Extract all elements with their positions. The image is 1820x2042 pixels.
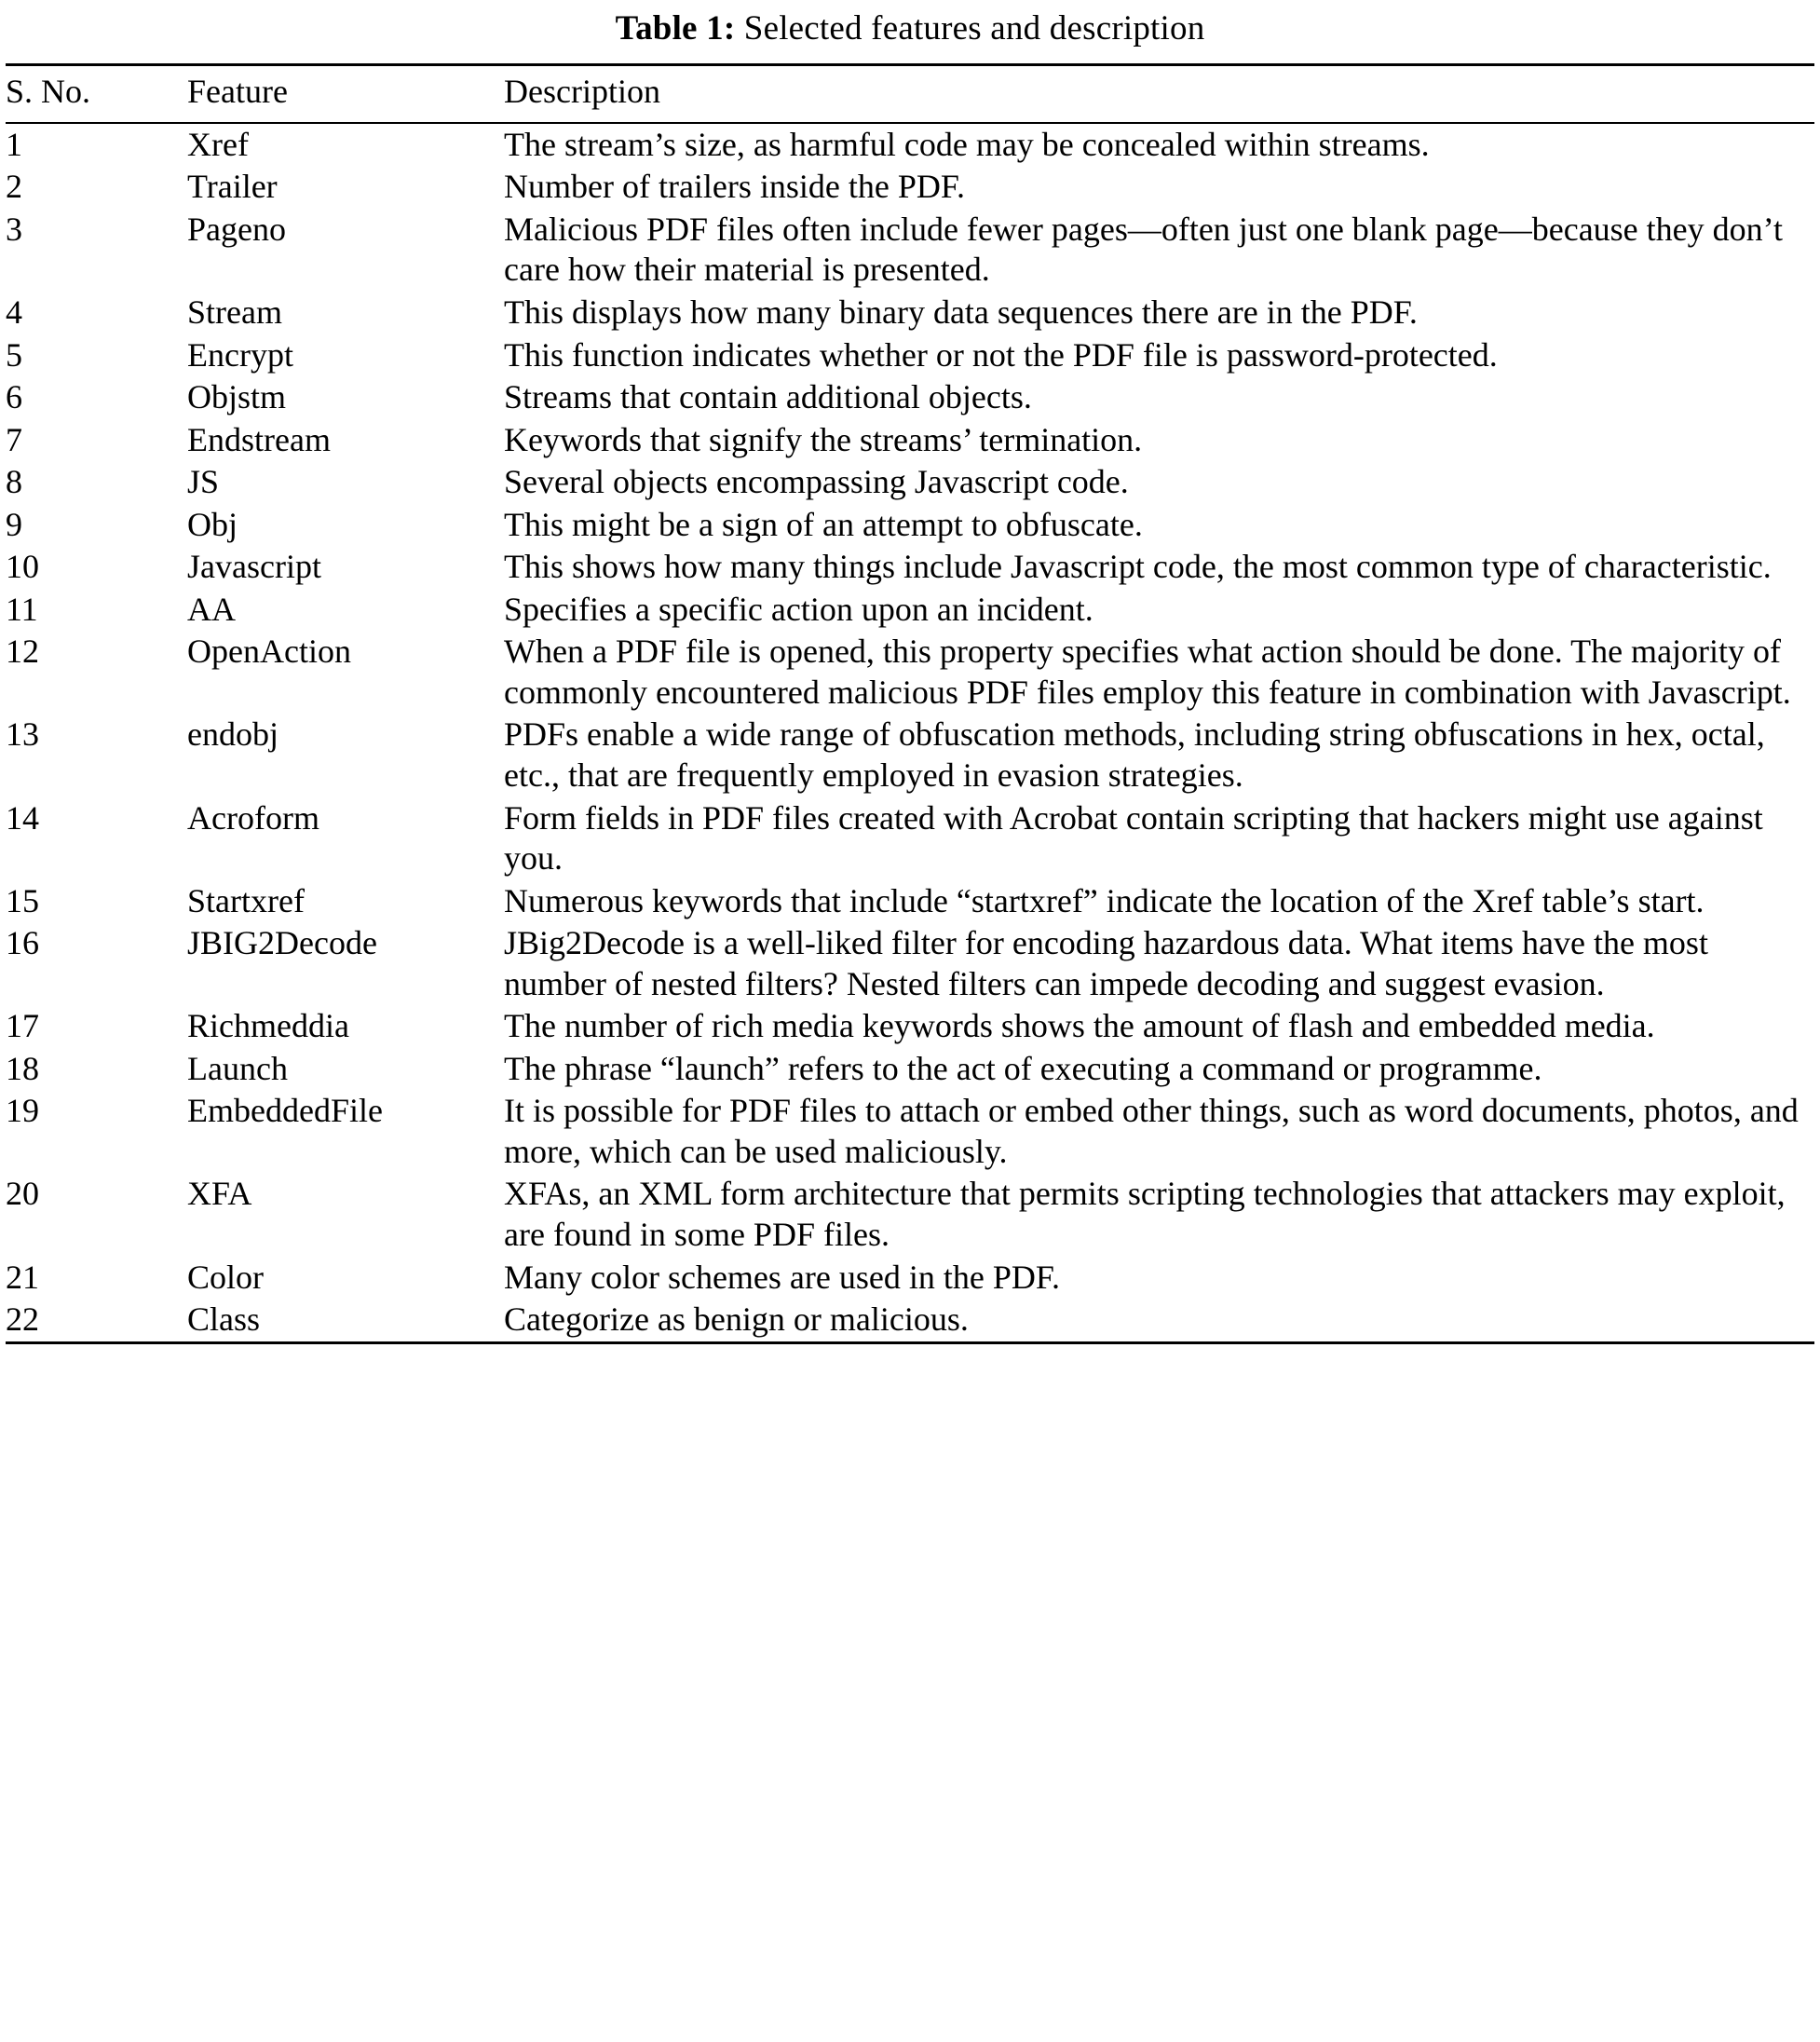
- cell-description: It is possible for PDF files to attach or embed other things, such as word documents, photos, and more, which can be used maliciously.: [504, 1092, 1799, 1170]
- cell-sno: 10: [6, 548, 39, 586]
- cell-feature: Color: [187, 1258, 265, 1296]
- cell-description: The phrase “launch” refers to the act of executing a command or programme.: [504, 1049, 1542, 1087]
- table-row: [6, 546, 1814, 589]
- cell-sno: 16: [6, 924, 39, 962]
- cell-sno: 6: [6, 378, 22, 416]
- table-row: [6, 797, 1814, 880]
- cell-feature: XFA: [187, 1175, 252, 1213]
- cell-sno: 4: [6, 293, 22, 331]
- cell-description: Streams that contain additional objects.: [504, 378, 1032, 416]
- table-row: [6, 376, 1814, 419]
- cell-description: JBig2Decode is a well-liked filter for encoding hazardous data. What items have the most number of nested filters? Nested filters can impede decoding and suggest evasion.: [504, 924, 1708, 1002]
- table-row: [6, 880, 1814, 923]
- cell-sno: 13: [6, 715, 39, 754]
- cell-sno: 17: [6, 1007, 39, 1045]
- cell-description: XFAs, an XML form architecture that permits scripting technologies that attackers may exploit, are found in some PDF files.: [504, 1175, 1786, 1254]
- table-row: [6, 922, 1814, 1005]
- cell-sno: 20: [6, 1175, 39, 1213]
- cell-description: PDFs enable a wide range of obfuscation methods, including string obfuscations in hex, octal, etc., that are frequently employed in evasion strategies.: [504, 715, 1765, 794]
- cell-description: This might be a sign of an attempt to obfuscate.: [504, 505, 1143, 543]
- cell-feature: EmbeddedFile: [187, 1092, 383, 1130]
- cell-sno: 11: [6, 590, 38, 628]
- table-row: [6, 504, 1814, 547]
- cell-description: When a PDF file is opened, this property specifies what action should be done. The majority of commonly encountered malicious PDF files employ this feature in combination with Javascript.: [504, 633, 1791, 711]
- bottom-rule: [6, 1342, 1814, 1352]
- table-row: [6, 123, 1814, 167]
- cell-sno: 3: [6, 210, 22, 248]
- cell-feature: Javascript: [187, 548, 321, 586]
- cell-feature: Objstm: [187, 378, 287, 416]
- cell-description: Number of trailers inside the PDF.: [504, 168, 966, 206]
- cell-feature: Obj: [187, 505, 238, 543]
- table-row: [6, 419, 1814, 462]
- cell-feature: Richmeddia: [187, 1007, 349, 1045]
- cell-description: Malicious PDF files often include fewer pages—often just one blank page—because they don’t care how their material is presented.: [504, 210, 1783, 289]
- table-row: [6, 292, 1814, 334]
- table-row: [6, 1257, 1814, 1300]
- cell-feature: Xref: [187, 123, 504, 167]
- cell-sno: 9: [6, 505, 22, 543]
- table-row: [6, 589, 1814, 632]
- cell-sno: 15: [6, 881, 39, 919]
- cell-description: The number of rich media keywords shows the amount of flash and embedded media.: [504, 1007, 1655, 1045]
- cell-description: The stream’s size, as harmful code may be concealed within streams.: [504, 123, 1814, 167]
- table-head: [6, 65, 1814, 123]
- cell-feature: Stream: [187, 293, 282, 331]
- cell-feature: Pageno: [187, 210, 286, 248]
- cell-sno: 18: [6, 1049, 39, 1087]
- cell-feature: Class: [187, 1300, 261, 1339]
- features-table: [6, 63, 1814, 1351]
- table-row: [6, 631, 1814, 714]
- cell-description: This shows how many things include Javascript code, the most common type of characteristic.: [504, 548, 1772, 586]
- table-row: [6, 166, 1814, 209]
- cell-sno: 22: [6, 1300, 39, 1339]
- table-row: [6, 334, 1814, 377]
- cell-feature: JBIG2Decode: [187, 924, 377, 962]
- cell-description: Form fields in PDF files created with Acrobat contain scripting that hackers might use against you.: [504, 798, 1763, 878]
- cell-feature: JS: [187, 463, 220, 501]
- cell-feature: Trailer: [187, 168, 278, 206]
- cell-feature: Endstream: [187, 420, 331, 458]
- cell-feature: Acroform: [187, 798, 319, 837]
- cell-sno: 7: [6, 420, 22, 458]
- cell-description: Keywords that signify the streams’ termination.: [504, 420, 1143, 458]
- table-body: [6, 123, 1814, 1352]
- column-header-feature: Feature: [187, 65, 504, 123]
- cell-feature: Startxref: [187, 881, 305, 919]
- table-row: [6, 714, 1814, 796]
- table-caption-label: Table 1:: [615, 9, 736, 48]
- table-row: [6, 1173, 1814, 1256]
- table-row: [6, 1048, 1814, 1091]
- cell-description: Categorize as benign or malicious.: [504, 1300, 969, 1339]
- table-row: [6, 461, 1814, 504]
- cell-feature: AA: [187, 590, 236, 628]
- cell-sno: 14: [6, 798, 39, 837]
- column-header-sno: S. No.: [6, 65, 187, 123]
- cell-sno: 1: [6, 123, 187, 167]
- cell-feature: OpenAction: [187, 633, 351, 671]
- cell-description: Specifies a specific action upon an incident.: [504, 590, 1093, 628]
- cell-description: This displays how many binary data sequences there are in the PDF.: [504, 293, 1418, 331]
- table-row: [6, 209, 1814, 292]
- cell-sno: 21: [6, 1258, 39, 1296]
- table-header-row: [6, 65, 1814, 123]
- cell-feature: Encrypt: [187, 335, 293, 374]
- cell-sno: 8: [6, 463, 22, 501]
- column-header-description: Description: [504, 65, 1814, 123]
- table-row: [6, 1299, 1814, 1342]
- cell-description: Several objects encompassing Javascript code.: [504, 463, 1129, 501]
- cell-feature: Launch: [187, 1049, 288, 1087]
- table-caption-text: Selected features and description: [743, 9, 1205, 48]
- cell-description: This function indicates whether or not the PDF file is password-protected.: [504, 335, 1498, 374]
- cell-sno: 19: [6, 1092, 39, 1130]
- cell-sno: 2: [6, 168, 22, 206]
- cell-description: Many color schemes are used in the PDF.: [504, 1258, 1060, 1296]
- cell-description: Numerous keywords that include “startxref” indicate the location of the Xref table’s start.: [504, 881, 1705, 919]
- cell-sno: 5: [6, 335, 22, 374]
- table-caption: [6, 7, 1814, 50]
- table-row: [6, 1005, 1814, 1048]
- cell-sno: 12: [6, 633, 39, 671]
- cell-feature: endobj: [187, 715, 278, 754]
- table-row: [6, 1090, 1814, 1173]
- table-bottom-rule: [6, 1342, 1814, 1352]
